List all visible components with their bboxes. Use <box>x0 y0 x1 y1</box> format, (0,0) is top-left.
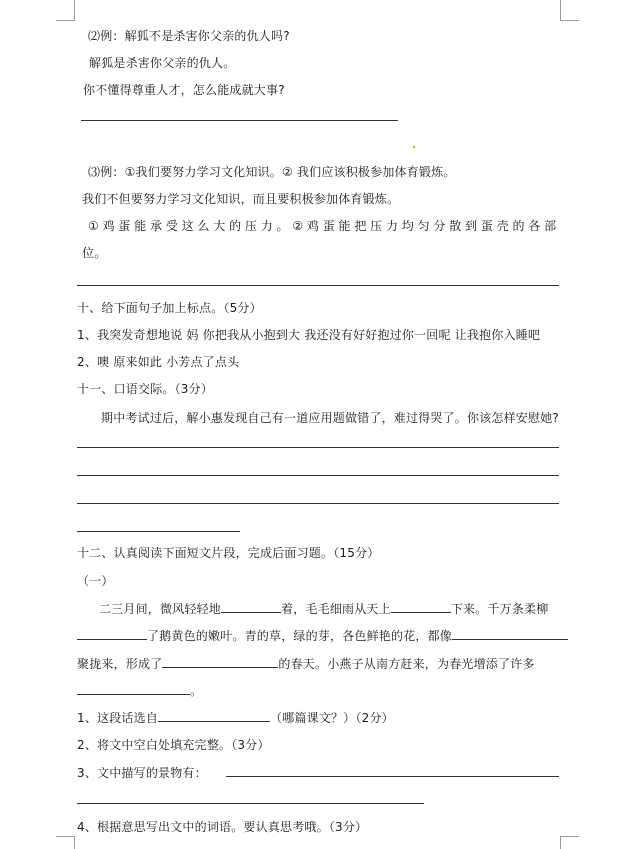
crop-mark-bottom-right-h <box>560 836 579 837</box>
answer-line[interactable] <box>226 776 559 777</box>
crop-mark-bottom-left <box>74 836 75 849</box>
answer-line[interactable] <box>77 285 559 286</box>
passage-line-1 <box>99 601 548 617</box>
passage-line-4 <box>77 683 202 699</box>
passage-text: 聚拢来，形成了 <box>77 657 163 671</box>
example-2-question: 你不懂得尊重人才，怎么能成就大事? <box>83 83 285 97</box>
answer-line[interactable] <box>77 447 559 448</box>
example-3-label: ⑶例：①我们要努力学习文化知识。② 我们应该积极参加体育锻炼。 <box>88 165 456 179</box>
answer-line[interactable] <box>77 475 559 476</box>
fill-blank[interactable] <box>162 656 278 668</box>
question-12-3: 3、文中描写的景物有： <box>77 766 207 780</box>
question-text: （哪篇课文？）（2分） <box>270 711 394 725</box>
section-11-title: 十一、口语交际。（3分） <box>77 382 214 396</box>
part-one-label: （一） <box>77 574 114 588</box>
question-12-1 <box>77 710 394 726</box>
crop-mark-top-left <box>74 0 75 20</box>
answer-line[interactable] <box>77 503 559 504</box>
passage-text: 二三月间，微风轻轻地 <box>99 602 222 616</box>
section-11-prompt: 期中考试过后，解小惠发现自己有一道应用题做错了，难过得哭了。你该怎样安慰她? <box>101 411 559 425</box>
crop-mark-top-right <box>560 0 561 20</box>
example-3-question: ① 鸡 蛋 能 承 受 这 么 大 的 压 力 。 ② 鸡 蛋 能 把 压 力 均 匀 分 散 到 蛋 壳 的 各 部 <box>88 219 557 233</box>
section-10-title: 十、给下面句子加上标点。（5分） <box>77 301 262 315</box>
punctuation-sentence-1: 1、我突发奇想地说 妈 你把我从小抱到大 我还没有好好抱过你一回呢 让我抱你入睡吧 <box>77 328 541 342</box>
example-2-answer: 解狐是杀害你父亲的仇人。 <box>89 56 236 70</box>
fill-blank[interactable] <box>452 628 568 640</box>
fill-blank[interactable] <box>158 710 270 722</box>
crop-mark-top-left-h <box>56 20 75 21</box>
punctuation-sentence-2: 2、噢 原来如此 小芳点了点头 <box>77 355 240 369</box>
passage-text: 了鹅黄色的嫩叶。青的草，绿的芽，各色鲜艳的花，都像 <box>147 629 453 643</box>
question-12-4: 4、根据意思写出文中的词语。要认真思考哦。（3分） <box>77 820 368 834</box>
crop-mark-top-right-h <box>560 20 579 21</box>
crop-mark-bottom-left-h <box>56 836 75 837</box>
answer-line[interactable] <box>81 120 398 121</box>
fill-blank[interactable] <box>77 628 147 640</box>
example-3-question-end: 位。 <box>82 246 107 260</box>
section-12-title: 十二、认真阅读下面短文片段，完成后面习题。（15分） <box>77 546 380 560</box>
passage-text: 。 <box>190 684 203 698</box>
fill-blank[interactable] <box>221 601 281 613</box>
passage-text: 的春天。小燕子从南方赶来，为春光增添了许多 <box>278 657 535 671</box>
question-text: 1、这段话选自 <box>77 711 159 725</box>
passage-text: 着，毛毛细雨从天上 <box>281 602 391 616</box>
answer-line[interactable] <box>77 803 424 804</box>
fill-blank[interactable] <box>77 683 190 695</box>
crop-mark-bottom-right <box>560 836 561 849</box>
passage-line-3 <box>77 656 535 672</box>
example-3-answer: 我们不但要努力学习文化知识，而且要积极参加体育锻炼。 <box>82 192 400 206</box>
answer-line[interactable] <box>77 531 240 532</box>
example-2-label: ⑵例：解狐不是杀害你父亲的仇人吗? <box>88 29 290 43</box>
passage-text: 下来。千万条柔柳 <box>450 602 549 616</box>
fill-blank[interactable] <box>391 601 451 613</box>
stray-mark <box>413 146 415 148</box>
passage-line-2 <box>77 628 568 644</box>
question-12-2: 2、将文中空白处填充完整。（3分） <box>77 738 270 752</box>
